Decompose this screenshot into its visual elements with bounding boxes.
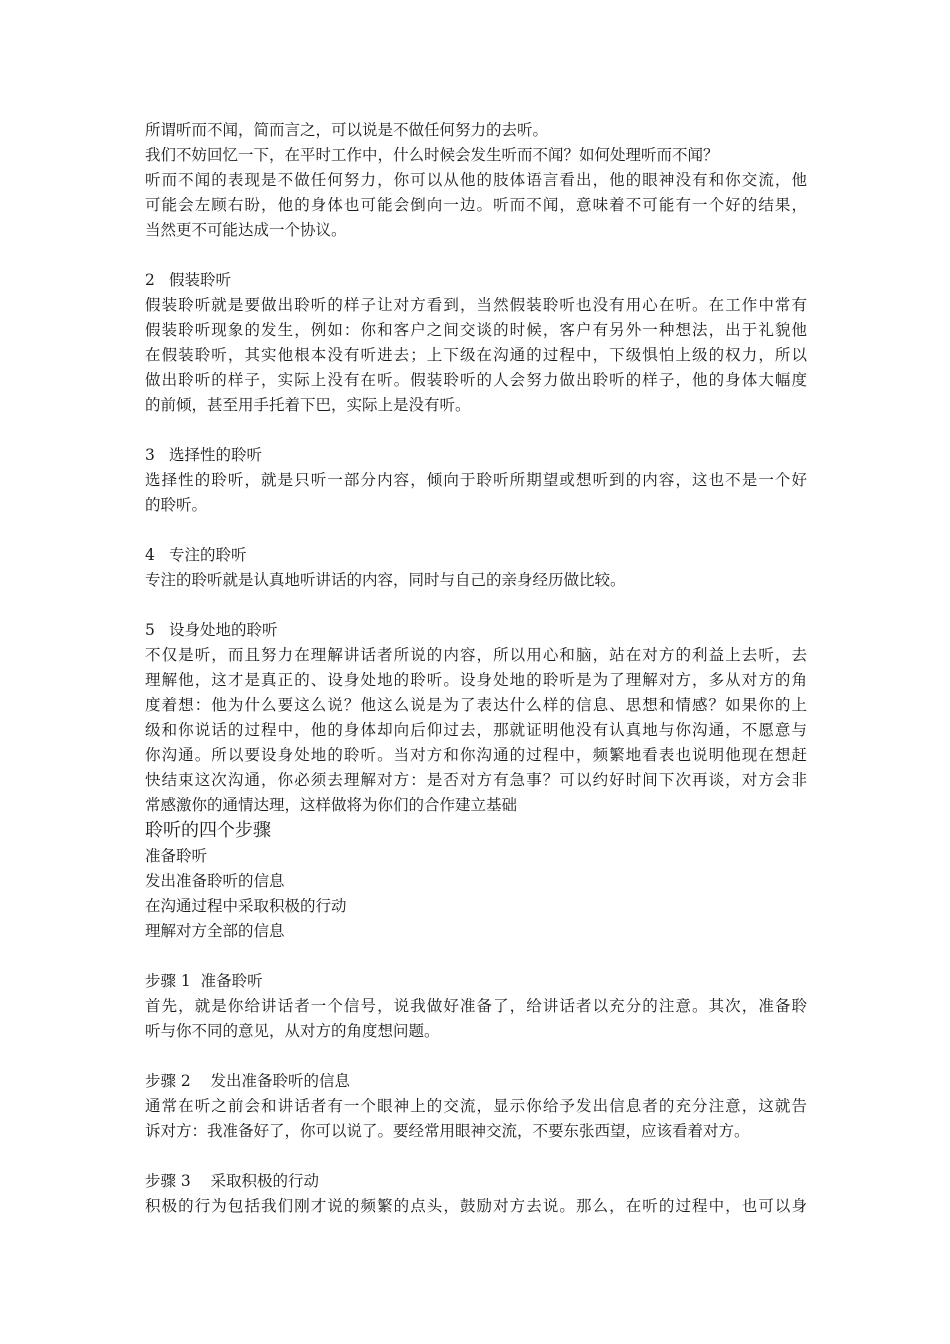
step-label: 步骤 3 bbox=[145, 1172, 191, 1190]
four-steps-heading: 聆听的四个步骤 bbox=[145, 820, 271, 841]
text-line: 诉对方：我准备好了，你可以说了。要经常用眼神交流，不要东张西望，应该看着对方。 bbox=[145, 1122, 750, 1140]
section-heading bbox=[145, 543, 807, 568]
section-5 bbox=[145, 618, 807, 818]
text-line: 度着想：他为什么要这么说？他这么说是为了表达什么样的信息、思想和情感？如果你的上 bbox=[145, 696, 807, 714]
step-list-item: 发出准备聆听的信息 bbox=[145, 872, 285, 890]
text-line: 在假装聆听，其实他根本没有听进去；上下级在沟通的过程中，下级惧怕上级的权力，所以 bbox=[145, 346, 807, 364]
text-line: 可能会左顾右盼，他的身体也可能会倒向一边。听而不闻，意味着不可能有一个好的结果， bbox=[145, 196, 807, 214]
step-list-item: 理解对方全部的信息 bbox=[145, 922, 285, 940]
section-2 bbox=[145, 268, 807, 418]
document-page bbox=[145, 118, 807, 1219]
step-3-section bbox=[145, 1169, 807, 1219]
step-label: 步骤 1 bbox=[145, 972, 191, 990]
section-4 bbox=[145, 543, 807, 593]
section-heading bbox=[145, 268, 807, 293]
text-line: 级和你说话的过程中，他的身体却向后仰过去，那就证明他没有认真地与你沟通，不愿意与 bbox=[145, 721, 807, 739]
text-line: 假装聆听就是要做出聆听的样子让对方看到，当然假装聆听也没有用心在听。在工作中常有 bbox=[145, 296, 807, 314]
section-heading bbox=[145, 618, 807, 643]
text-line: 首先，就是你给讲话者一个信号，说我做好准备了，给讲话者以充分的注意。其次，准备聆 bbox=[145, 997, 807, 1015]
step-label: 步骤 2 bbox=[145, 1072, 191, 1090]
text-line: 通常在听之前会和讲话者有一个眼神上的交流，显示你给予发出信息者的充分注意，这就告 bbox=[145, 1097, 807, 1115]
text-line: 选择性的聆听，就是只听一部分内容，倾向于聆听所期望或想听到的内容，这也不是一个好 bbox=[145, 471, 807, 489]
section-3 bbox=[145, 443, 807, 518]
step-2-section bbox=[145, 1069, 807, 1144]
text-line: 的前倾，甚至用手托着下巴，实际上是没有听。 bbox=[145, 396, 471, 414]
step-1-section bbox=[145, 969, 807, 1044]
text-line: 你沟通。所以要设身处地的聆听。当对方和你沟通的过程中，频繁地看表也说明他现在想赶 bbox=[145, 746, 807, 764]
text-line: 我们不妨回忆一下，在平时工作中，什么时候会发生听而不闻？如何处理听而不闻？ bbox=[145, 146, 719, 164]
section-title: 假装聆听 bbox=[169, 271, 232, 289]
section-number: 2 bbox=[145, 271, 155, 289]
section-heading bbox=[145, 443, 807, 468]
section-number: 3 bbox=[145, 446, 155, 464]
intro-paragraph bbox=[145, 118, 807, 243]
step-title: 准备聆听 bbox=[200, 972, 263, 990]
text-line: 积极的行为包括我们刚才说的频繁的点头，鼓励对方去说。那么，在听的过程中，也可以身 bbox=[145, 1197, 807, 1215]
text-line: 所谓听而不闻，简而言之，可以说是不做任何努力的去听。 bbox=[145, 121, 549, 139]
step-heading bbox=[145, 1069, 807, 1094]
section-title: 设身处地的聆听 bbox=[169, 621, 278, 639]
text-line: 快结束这次沟通，你必须去理解对方：是否对方有急事？可以约好时间下次再谈，对方会非 bbox=[145, 771, 807, 789]
section-number: 5 bbox=[145, 621, 155, 639]
step-title: 发出准备聆听的信息 bbox=[210, 1072, 351, 1090]
section-title: 专注的聆听 bbox=[169, 546, 247, 564]
section-number: 4 bbox=[145, 546, 155, 564]
text-line: 听而不闻的表现是不做任何努力，你可以从他的肢体语言看出，他的眼神没有和你交流，他 bbox=[145, 171, 807, 189]
text-line: 做出聆听的样子，实际上没有在听。假装聆听的人会努力做出聆听的样子，他的身体大幅度 bbox=[145, 371, 807, 389]
step-list-item: 在沟通过程中采取积极的行动 bbox=[145, 897, 347, 915]
step-heading bbox=[145, 1169, 807, 1194]
text-line: 当然更不可能达成一个协议。 bbox=[145, 221, 347, 239]
step-list-item: 准备聆听 bbox=[145, 847, 208, 865]
text-line: 的聆听。 bbox=[145, 496, 208, 514]
text-line: 不仅是听，而且努力在理解讲话者所说的内容，所以用心和脑，站在对方的利益上去听，去 bbox=[145, 646, 807, 664]
four-steps-section bbox=[145, 818, 807, 944]
step-heading bbox=[145, 969, 807, 994]
section-title: 选择性的聆听 bbox=[169, 446, 263, 464]
text-line: 听与你不同的意见，从对方的角度想问题。 bbox=[145, 1022, 440, 1040]
text-line: 常感激你的通情达理，这样做将为你们的合作建立基础 bbox=[145, 796, 518, 814]
step-title: 采取积极的行动 bbox=[210, 1172, 320, 1190]
text-line: 专注的聆听就是认真地听讲话的内容，同时与自己的亲身经历做比较。 bbox=[145, 571, 626, 589]
text-line: 假装聆听现象的发生，例如：你和客户之间交谈的时候，客户有另外一种想法，出于礼貌他 bbox=[145, 321, 807, 339]
text-line: 理解他，这才是真正的、设身处地的聆听。设身处地的聆听是为了理解对方，多从对方的角 bbox=[145, 671, 807, 689]
